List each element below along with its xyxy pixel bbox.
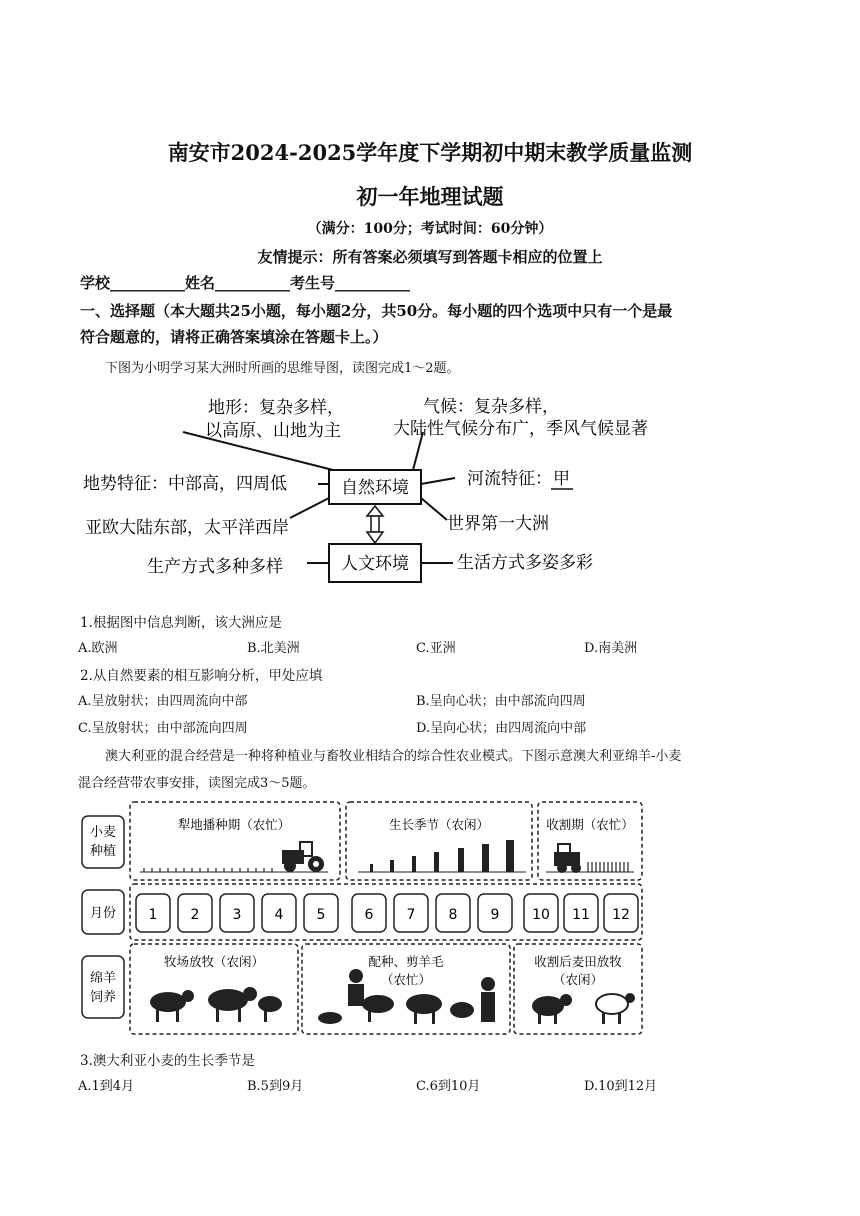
sheep-field-label-1: 收割后麦田放牧 <box>534 954 622 969</box>
river-label: 河流特征： <box>467 469 552 489</box>
q2-stem: 2.从自然要素的相互影响分析，甲处应填 <box>80 668 323 684</box>
q2-option-d: D.呈向心状；由四周流向中部 <box>416 721 587 736</box>
climate-text-2: 大陆性气候分布广，季风气候显著 <box>393 419 648 439</box>
farm-calendar-diagram <box>78 798 648 1038</box>
tractor-icon <box>282 842 324 872</box>
sheep-breed-label-1: 配种、剪羊毛 <box>368 954 444 969</box>
q3-option-a: A.1到4月 <box>78 1079 135 1094</box>
row-sheep-label-2: 饲养 <box>89 990 117 1005</box>
month-4: 4 <box>274 907 284 923</box>
month-2: 2 <box>190 907 200 923</box>
wheat-grow-label: 生长季节（农闲） <box>388 817 490 832</box>
row-sheep-label-1: 绵羊 <box>89 971 117 986</box>
wheat-sow-label: 犁地播种期（农忙） <box>177 817 291 832</box>
river-blank-label: 甲 <box>553 469 570 489</box>
terrain-text-2: 以高原、山地为主 <box>205 421 341 441</box>
q1-option-c: C.亚洲 <box>416 641 456 656</box>
tip-note: 友情提示：所有答案必须填写到答题卡相应的位置上 <box>257 248 603 266</box>
month-11: 11 <box>572 907 590 923</box>
grazing-sheep-icon <box>150 987 282 1022</box>
student-info-line: 学校__________姓名__________考生号__________ <box>80 274 411 292</box>
month-7: 7 <box>406 907 416 923</box>
month-12: 12 <box>612 907 630 923</box>
score-time-note: （满分：100分；考试时间：60分钟） <box>307 221 553 237</box>
largest-continent-text: 世界第一大洲 <box>447 514 549 534</box>
center-human-label: 人文环境 <box>341 554 409 574</box>
q1-option-d: D.南美洲 <box>584 641 638 656</box>
q3-option-d: D.10到12月 <box>584 1079 658 1094</box>
row-month-label: 月份 <box>89 906 117 921</box>
double-arrow-icon <box>367 506 383 543</box>
q2-option-b: B.呈向心状；由中部流向四周 <box>416 694 586 709</box>
center-natural-label: 自然环境 <box>341 478 409 498</box>
harvester-icon <box>554 844 581 873</box>
production-text: 生产方式多种多样 <box>147 557 283 577</box>
terrain-text-1: 地形：复杂多样， <box>208 398 344 418</box>
stubble-icon <box>588 862 628 872</box>
life-text: 生活方式多姿多彩 <box>457 553 593 573</box>
mind-map-diagram <box>75 388 715 588</box>
section-heading-cont: 符合题意的，请将正确答案填涂在答题卡上。） <box>80 328 388 346</box>
section-heading: 一、选择题（本大题共25小题，每小题2分，共50分。每小题的四个选项中只有一个是最 <box>80 302 673 320</box>
climate-text-1: 气候：复杂多样， <box>423 397 559 417</box>
row-wheat-label-2: 种植 <box>89 844 117 859</box>
intro-q3-5-line1: 澳大利亚的混合经营是一种将种植业与畜牧业相结合的综合性农业模式。下图示意澳大利亚绵羊-小麦 <box>105 749 682 764</box>
month-8: 8 <box>448 907 458 923</box>
intro-q3-5-line2: 混合经营带农事安排，读图完成3～5题。 <box>78 776 316 791</box>
month-3: 3 <box>232 907 242 923</box>
month-9: 9 <box>490 907 500 923</box>
month-6: 6 <box>364 907 374 923</box>
wheat-harvest-label: 收割期（农忙） <box>546 817 634 832</box>
intro-q1-2: 下图为小明学习某大洲时所画的思维导图，读图完成1～2题。 <box>105 361 460 376</box>
relief-text: 地势特征：中部高，四周低 <box>83 474 287 494</box>
exam-subtitle: 初一年地理试题 <box>356 184 504 209</box>
month-10: 10 <box>532 907 550 923</box>
q3-stem: 3.澳大利亚小麦的生长季节是 <box>80 1053 255 1069</box>
month-boxes <box>136 894 638 932</box>
q3-option-b: B.5到9月 <box>247 1079 304 1094</box>
q2-option-a: A.呈放射状；由四周流向中部 <box>78 694 248 709</box>
q1-option-b: B.北美洲 <box>247 641 300 656</box>
q3-option-c: C.6到10月 <box>416 1079 481 1094</box>
exam-title: 南安市2024-2025学年度下学期初中期末教学质量监测 <box>167 140 693 165</box>
q2-option-c: C.呈放射状；由中部流向四周 <box>78 721 248 736</box>
seedling-row-icon <box>144 868 272 872</box>
location-text: 亚欧大陆东部，太平洋西岸 <box>85 518 289 538</box>
sheep-field-label-2: （农闲） <box>552 972 604 987</box>
sheep-breed-label-2: （农忙） <box>380 972 432 987</box>
q1-option-a: A.欧洲 <box>78 641 118 656</box>
month-1: 1 <box>148 907 158 923</box>
row-wheat-label-1: 小麦 <box>89 825 117 840</box>
field-grazing-sheep-icon <box>532 993 635 1024</box>
sheep-graze-label: 牧场放牧（农闲） <box>163 954 265 969</box>
month-5: 5 <box>316 907 326 923</box>
q1-stem: 1.根据图中信息判断，该大洲应是 <box>80 615 282 631</box>
wheat-growth-icon <box>370 840 514 872</box>
